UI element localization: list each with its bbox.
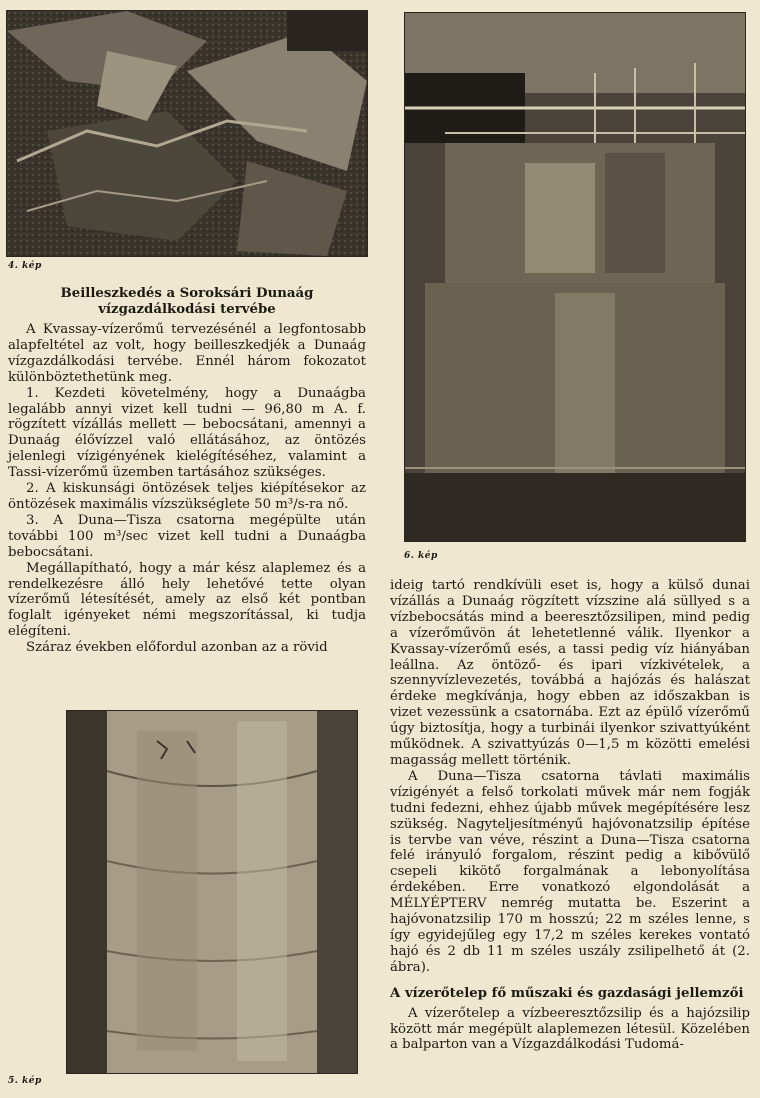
photo-6 <box>404 12 746 542</box>
section-heading-1: Beilleszkedés a Soroksári Dunaág vízgazdálkodási tervébe <box>60 286 314 317</box>
left-paragraph-5: Megállapítható, hogy a már kész alaplemez és a rendelkezésre álló hely lehetővé tette olyan vízerőmű létesítését, amely az első két pontban foglalt igényeket némi megszorítással, ki tudja elégíteni. <box>8 560 366 640</box>
photo-6-caption: 6. kép <box>404 551 438 561</box>
left-paragraph-6: Száraz években előfordul azonban az a rövid <box>26 640 328 656</box>
photo-5 <box>66 710 358 1074</box>
left-paragraph-3: 2. A kiskunsági öntözések teljes kiépítésekor az öntözések maximális vízszükséglete 50 m³/s-ra nő. <box>8 481 366 512</box>
right-paragraph-3: A vízerőtelep a vízbeeresztőzsilip és a hajózsilip között már megépült alaplemezen létesül. Közelében a balparton van a Vízgazdálkodási Tudomá- <box>390 1005 750 1053</box>
right-paragraph-2: A Duna—Tisza csatorna távlati maximális vízigényét a felső torkolati művek már nem fogják tudni fedezni, ehhez újabb művek megépítésére lesz szükség. Nagyteljesítményű hajóvonatzsilip építése is tervbe van véve, részint a Duna—Tisza csatorna felé irányuló forgalom, részint pedig a kibővülő csepeli kikötő forgalmának a lebonyolítása érdekében. Erre vonatkozó elgondolását a MÉLYÉPTERV nemrég mutatta be. Eszerint a hajóvonatzsilip 170 m hosszú; 22 m széles lenne, s így egyidejűleg egy 17,2 m széles kerekes vontató hajó és 2 db 11 m széles uszály zsilipelhető át (2. ábra). <box>390 768 750 975</box>
left-paragraph-2: 1. Kezdeti követelmény, hogy a Dunaágba legalább annyi vizet kell tudni — 96,80 m A. f. rögzített vízállás mellett — bebocsátani, amennyi a Dunaág élővízzel való ellátásához, az öntözés jelenlegi vízigényének kielégítéséhez, valamint a Tassi-vízerőmű üzemben tartásához szükséges. <box>8 385 366 481</box>
left-paragraph-4: 3. A Duna—Tisza csatorna megépülte után további 100 m³/sec vizet kell tudni a Dunaágba bebocsátani. <box>8 512 366 560</box>
right-column <box>390 578 750 1053</box>
photo-5-caption: 5. kép <box>8 1076 42 1086</box>
left-paragraph-1: A Kvassay-vízerőmű tervezésénél a legfontosabb alapfeltétel az volt, hogy beilleszkedjék a Dunaág vízgazdálkodási tervébe. Ennél három fokozatot különböztethetünk meg. <box>8 322 366 385</box>
photo-4-caption: 4. kép <box>8 261 42 271</box>
right-paragraph-1: ideig tartó rendkívüli eset is, hogy a külső dunai vízállás a Dunaág rögzített vízszine alá süllyed s a vízbebocsátás mind a beeresztőzsilipen, mind pedig a vízerőművön át lehetetlenné válik. Ilyenkor a Kvassay-vízerőmű esés, a tassi pedig víz hiányában leállna. Az öntöző- és ipari vízkivételek, a szennyvízlevezetés, továbbá a hajózás és halászat érdeke megkívánja, hogy ebben az időszakban is vizet vezessünk a csatornába. Ezt az épülő vízerőmű úgy biztosítja, hogy a turbinái ilyenkor szivattyúként működnek. A szivattyúzás 0—1,5 m közötti emelési magasság mellett történik. <box>390 578 750 768</box>
left-column <box>8 286 366 656</box>
photo-4 <box>6 10 368 257</box>
section-heading-2: A vízerőtelep fő műszaki és gazdasági jellemzői <box>390 985 744 1001</box>
